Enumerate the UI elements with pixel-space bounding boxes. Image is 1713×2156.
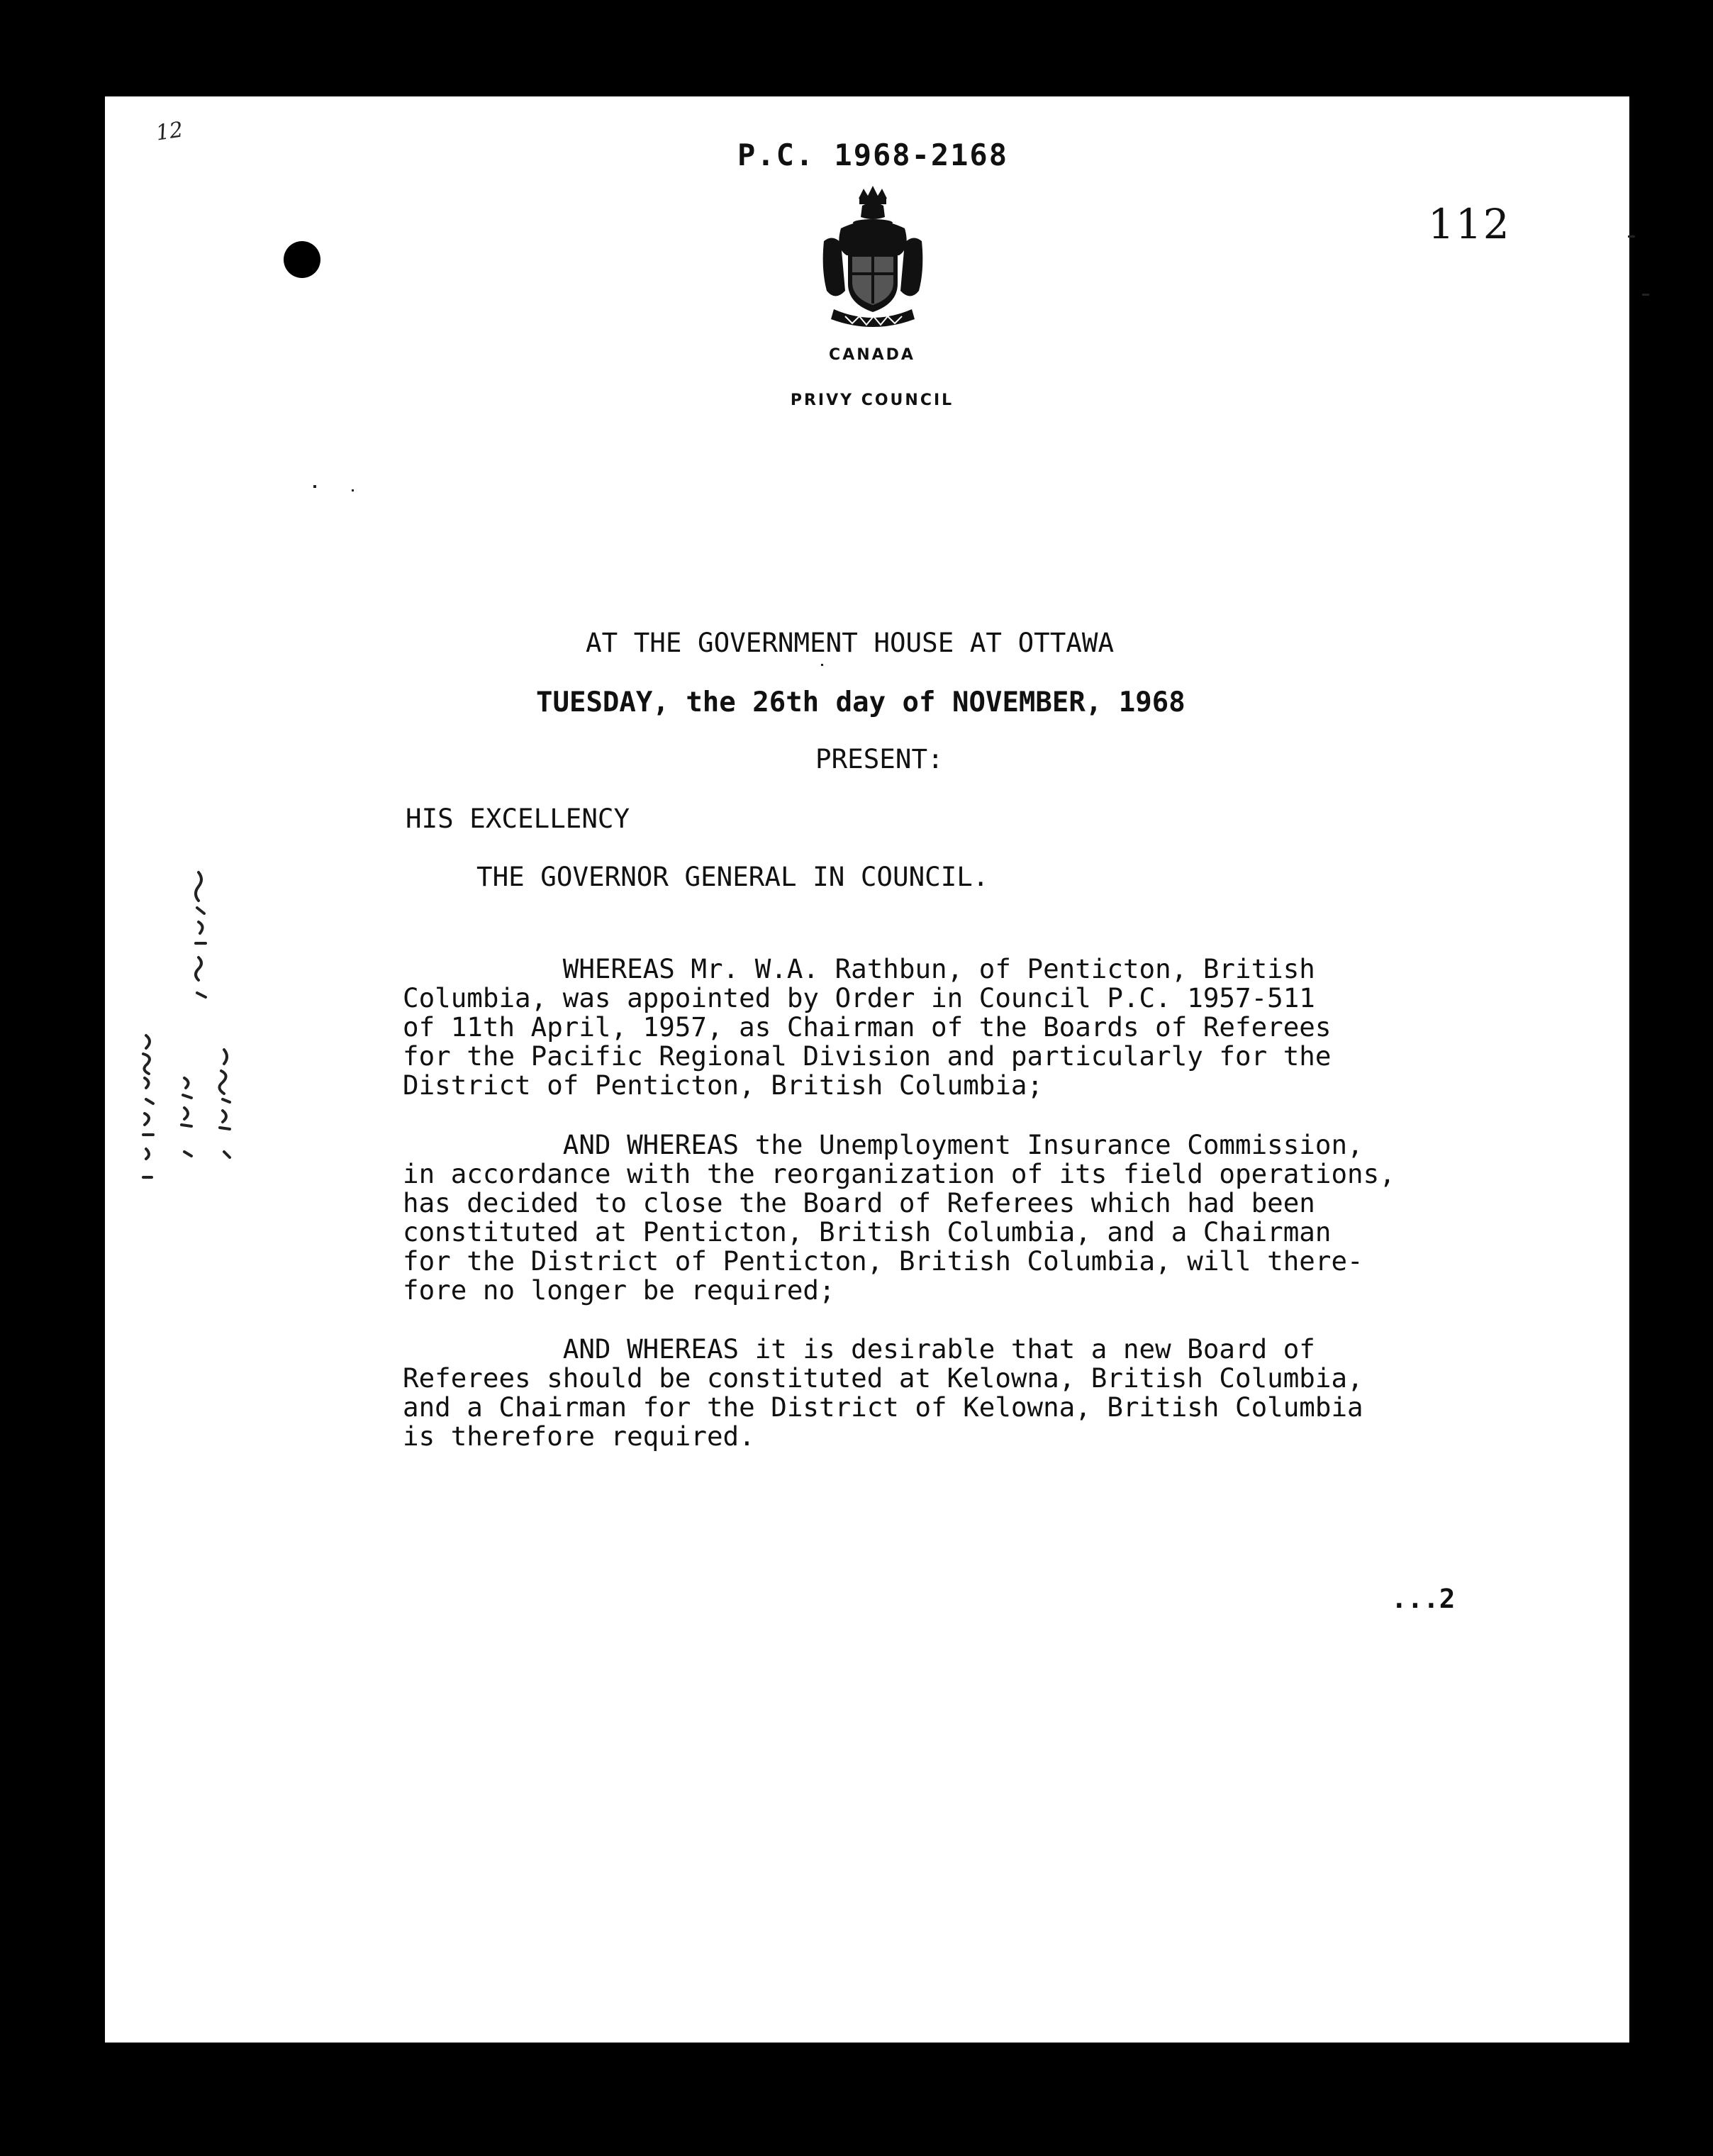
excellency-line: HIS EXCELLENCY xyxy=(406,803,630,834)
order-number: P.C. 1968-2168 xyxy=(737,138,1009,172)
scan-speck xyxy=(821,664,823,666)
hole-punch-icon xyxy=(284,241,320,278)
country-heading: CANADA xyxy=(829,346,915,364)
location-line: AT THE GOVERNMENT HOUSE AT OTTAWA xyxy=(586,627,1115,658)
governor-line: THE GOVERNOR GENERAL IN COUNCIL. xyxy=(476,861,989,892)
page-number: 112 xyxy=(1428,200,1511,248)
scan-speck xyxy=(1628,235,1635,238)
handwritten-margin-notes xyxy=(78,865,234,1220)
whereas-paragraph-3: AND WHEREAS it is desirable that a new Board of Referees should be constituted at Kelowna, British Columbia, and a Chairman for the District of Kelowna, British Columbia is therefore required. xyxy=(403,1333,1363,1452)
present-line: PRESENT: xyxy=(815,743,944,774)
handwritten-corner-mark: 12 xyxy=(154,117,185,146)
whereas-paragraph-1: WHEREAS Mr. W.A. Rathbun, of Penticton, British Columbia, was appointed by Order in Council P.C. 1957-511 of 11th April, 1957, as Chairman of the Boards of Referees for the Pacific Regional Division and particularly for the District of Penticton, British Columbia; xyxy=(403,953,1332,1101)
continuation-marker: ...2 xyxy=(1391,1583,1456,1614)
council-heading: PRIVY COUNCIL xyxy=(790,391,954,409)
document-page xyxy=(105,96,1629,2043)
date-line: TUESDAY, the 26th day of NOVEMBER, 1968 xyxy=(536,687,1185,718)
scan-speck xyxy=(352,489,354,491)
coat-of-arms-icon xyxy=(820,184,926,330)
scan-speck xyxy=(313,485,316,488)
scan-speck xyxy=(1642,294,1649,296)
whereas-paragraph-2: AND WHEREAS the Unemployment Insurance Commission, in accordance with the reorganization of its field operations, has decided to close the Board of Referees which had been constituted at Penticton, British Columbia, and a Chairman for the District of Penticton, British Columbia, will there- fore no longer be required; xyxy=(403,1129,1395,1306)
